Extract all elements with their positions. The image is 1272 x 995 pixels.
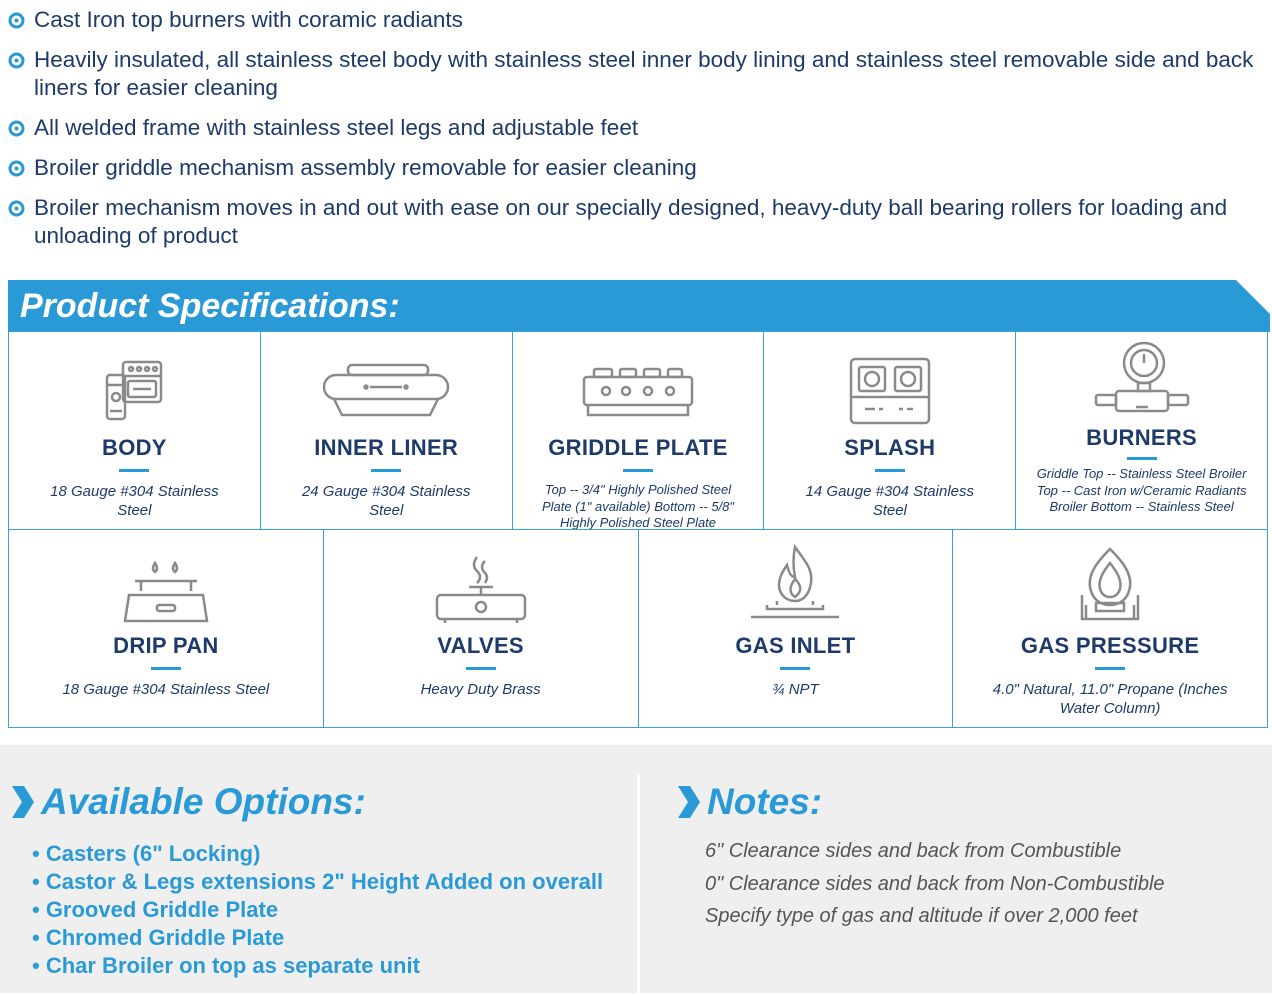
option-item: • Grooved Griddle Plate: [32, 897, 279, 922]
circle-bullet-icon: [8, 52, 25, 69]
option-item: • Casters (6" Locking): [32, 841, 261, 866]
circle-bullet-icon: [8, 160, 25, 177]
oven-body-icon: [99, 357, 169, 427]
specs-row: [8, 530, 1268, 728]
options-title: Available Options:: [41, 781, 366, 822]
spec-desc: ¾ NPT: [772, 681, 819, 698]
notes-heading: [676, 781, 822, 823]
option-item: • Chromed Griddle Plate: [32, 925, 285, 950]
spec-cell-drip-pan: [8, 529, 324, 728]
spec-title: BODY: [102, 435, 167, 460]
spec-title: GAS PRESSURE: [1020, 633, 1200, 658]
spec-cell-inner-liner: [260, 331, 513, 530]
inner-liner-icon: [320, 357, 452, 427]
drip-pan-icon: [121, 555, 211, 625]
spec-title: GRIDDLE PLATE: [548, 435, 728, 460]
feature-text: Cast Iron top burners with coramic radiants: [34, 7, 463, 32]
title-underline: [1127, 457, 1157, 460]
splash-icon: [847, 355, 933, 427]
spec-title: INNER LINER: [314, 435, 459, 460]
griddle-plate-icon: [580, 365, 696, 427]
spec-title: SPLASH: [844, 435, 936, 460]
notes-title: Notes:: [707, 781, 823, 822]
feature-item: [8, 46, 1258, 102]
spec-desc: Griddle Top -- Stainless Steel Broiler Top -- Cast Iron w/Ceramic Radiants Broiler Bottom -- Stainless Steel: [1036, 466, 1247, 514]
section-divider: [637, 775, 640, 995]
options-heading: [10, 781, 366, 823]
bottom-panel: [0, 745, 1272, 993]
title-underline: [119, 469, 149, 472]
title-underline: [1095, 667, 1125, 670]
circle-bullet-icon: [8, 120, 25, 137]
spec-cell-gas-inlet: [638, 529, 954, 728]
spec-desc: 18 Gauge #304 Stainless Steel: [50, 483, 219, 519]
spec-title: VALVES: [437, 633, 524, 658]
spec-cell-burners: [1015, 331, 1268, 530]
gas-flame-icon: [747, 543, 843, 625]
chevron-right-icon: [676, 784, 702, 820]
spec-desc: 18 Gauge #304 Stainless Steel: [62, 681, 270, 698]
feature-item: [8, 114, 1258, 142]
title-underline: [466, 667, 496, 670]
circle-bullet-icon: [8, 200, 25, 217]
gas-pressure-icon: [1072, 545, 1148, 625]
feature-text: Heavily insulated, all stainless steel body with stainless steel inner body lining and stainless steel removable side and back liners for easier cleaning: [34, 47, 1254, 100]
spec-title: BURNERS: [1086, 425, 1198, 450]
spec-cell-griddle-plate: [512, 331, 765, 530]
specs-title: Product Specifications:: [20, 287, 400, 325]
spec-desc: 14 Gauge #304 Stainless Steel: [805, 483, 975, 519]
options-list: [32, 840, 603, 980]
burner-gauge-icon: [1092, 337, 1192, 417]
feature-text: Broiler griddle mechanism assembly removable for easier cleaning: [34, 155, 697, 180]
spec-cell-splash: [763, 331, 1016, 530]
spec-desc: 24 Gauge #304 Stainless Steel: [301, 483, 471, 519]
note-item: 0" Clearance sides and back from Non-Combustible: [705, 872, 1165, 895]
valve-icon: [431, 553, 531, 625]
chevron-right-icon: [10, 784, 36, 820]
title-underline: [875, 469, 905, 472]
spec-title: DRIP PAN: [113, 633, 219, 658]
title-underline: [623, 469, 653, 472]
circle-bullet-icon: [8, 12, 25, 29]
spec-title: GAS INLET: [735, 633, 856, 658]
feature-text: All welded frame with stainless steel legs and adjustable feet: [34, 115, 639, 140]
note-item: 6" Clearance sides and back from Combustible: [705, 840, 1122, 862]
spec-cell-gas-pressure: [952, 529, 1268, 728]
title-underline: [151, 667, 181, 670]
feature-item: [8, 6, 1258, 34]
spec-desc: Heavy Duty Brass: [420, 681, 541, 698]
option-item: • Char Broiler on top as separate unit: [32, 953, 420, 978]
spec-cell-body: [8, 331, 261, 530]
feature-text: Broiler mechanism moves in and out with ease on our specially designed, heavy-duty ball bearing rollers for loading and unloading of product: [34, 195, 1228, 248]
note-item: Specify type of gas and altitude if over 2,000 feet: [705, 905, 1138, 927]
specs-header: [8, 280, 1270, 332]
feature-item: [8, 194, 1258, 250]
specs-row: [8, 332, 1268, 530]
spec-cell-valves: [323, 529, 639, 728]
title-underline: [780, 667, 810, 670]
feature-list: [8, 6, 1258, 262]
title-underline: [371, 469, 401, 472]
feature-item: [8, 154, 1258, 182]
spec-desc: 4.0" Natural, 11.0" Propane (Inches Water Column): [992, 681, 1228, 717]
spec-desc: Top -- 3/4" Highly Polished Steel Plate (1" available) Bottom -- 5/8" Highly Polished Steel Plate: [541, 482, 735, 530]
notes-list: [705, 835, 1165, 933]
option-item: • Castor & Legs extensions 2" Height Added on overall: [32, 869, 604, 894]
